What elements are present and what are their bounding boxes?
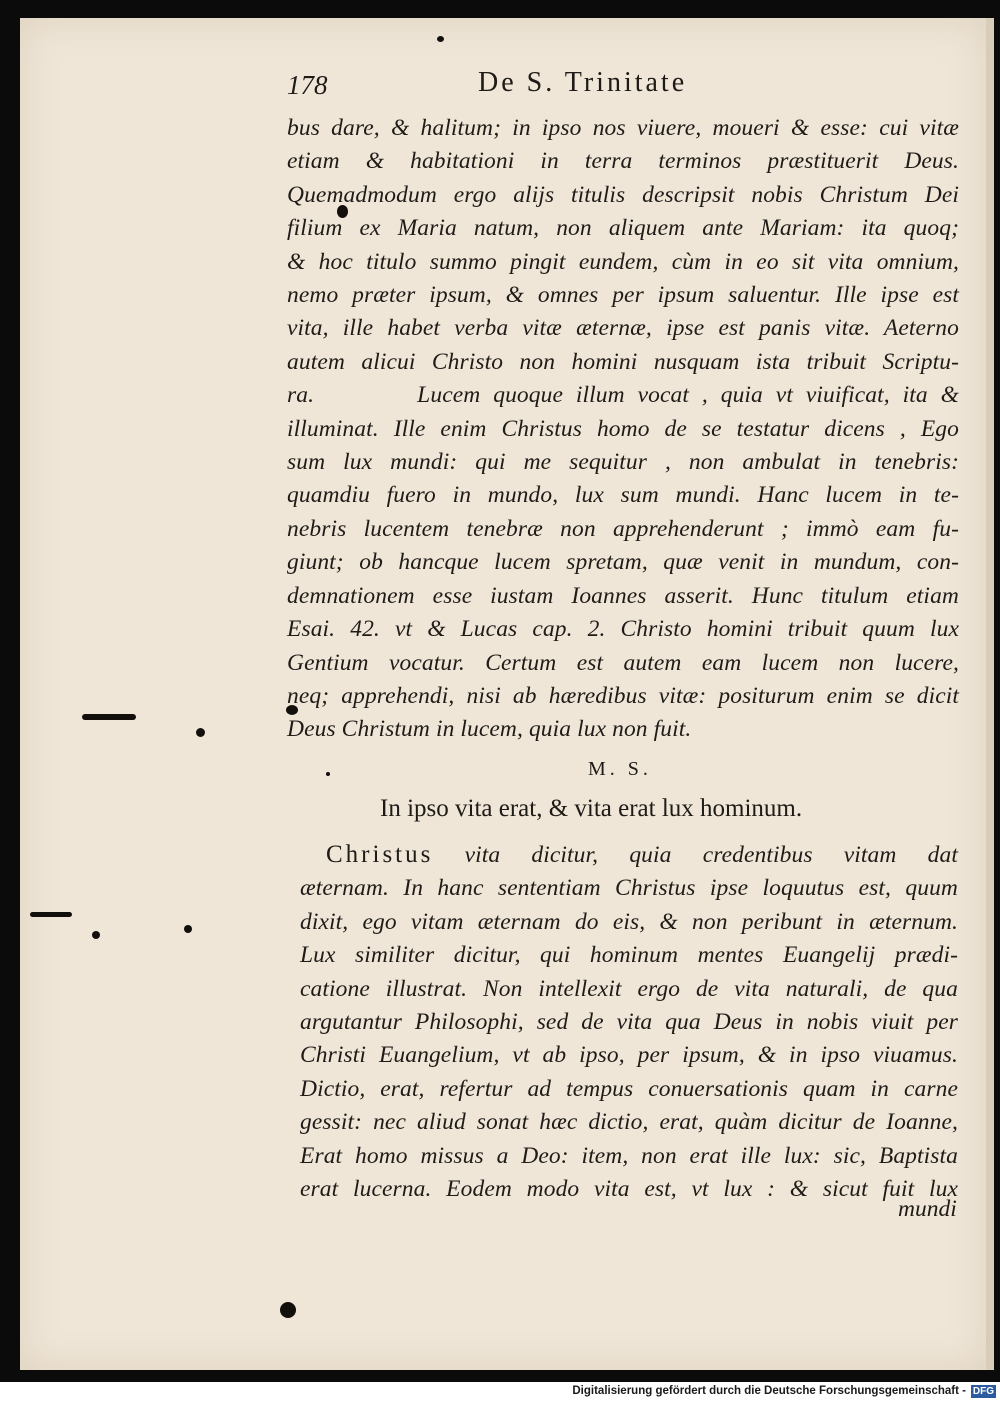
text-line: quamdiu fuero in mundo, lux sum mundi. Hanc lucem in te- (287, 482, 959, 509)
text-line: Deus Christum in lucem, quia lux non fuit. (287, 716, 692, 743)
text-line-lead (300, 838, 958, 872)
ink-mark (82, 714, 136, 720)
text-line: nemo præter ipsum, & omnes per ipsum saluentur. Ille ipse est (287, 282, 959, 309)
text-line: filium ex Maria natum, non aliquem ante Mariam: ita quoq; (287, 215, 959, 242)
text-line: sum lux mundi: qui me sequitur , non ambulat in tenebris: (287, 449, 959, 476)
text-line: argutantur Philosophi, sed de vita qua Deus in nobis viuit per (300, 1009, 958, 1036)
body-text-top (287, 112, 959, 747)
text-line: neq; apprehendi, nisi ab hæredibus vitæ: positurum enim se dicit (287, 682, 959, 709)
text-line: catione illustrat. Non intellexit ergo de vita naturali, de qua (300, 975, 958, 1002)
text-line: Christi Euangelium, vt ab ipso, per ipsum, & in ipso viuamus. (300, 1042, 958, 1069)
footer-credit: Digitalisierung gefördert durch die Deutsche Forschungsgemeinschaft - (572, 1385, 966, 1397)
text-line: Lux similiter dicitur, qui hominum mentes Euangelij prædi- (300, 942, 958, 969)
verse-heading: In ipso vita erat, & vita erat lux hominum. (380, 795, 803, 822)
text-line: illuminat. Ille enim Christus homo de se testatur dicens , Ego (287, 415, 959, 442)
text-line: gessit: nec aliud sonat hæc dictio, erat, quàm dicitur de Ioanne, (300, 1109, 958, 1136)
text-line: vita dicitur, quia credentibus vitam dat (464, 842, 958, 868)
ink-speck (437, 36, 444, 42)
text-line: Gentium vocatur. Certum est autem eam lucem non lucere, (287, 649, 959, 676)
text-line: nebris lucentem tenebræ non apprehenderunt ; immò eam fu- (287, 515, 959, 542)
text-line: Quemadmodum ergo alijs titulis descripsit nobis Christum Dei (287, 181, 959, 208)
ink-mark (30, 912, 72, 917)
text-line: giunt; ob hancque lucem spretam, quæ venit in mundum, con- (287, 549, 959, 576)
text-line: Dictio, erat, refertur ad tempus conuersationis quam in carne (300, 1075, 958, 1102)
text-line: vita, ille habet verba vitæ æternæ, ipse est panis vitæ. Aeterno (287, 315, 959, 342)
lead-word: Christus (326, 841, 434, 868)
text-line: bus dare, & halitum; in ipso nos viuere, moueri & esse: cui vitæ (287, 115, 959, 141)
text-line: etiam & habitationi in terra terminos præstituerit Deus. (287, 148, 959, 175)
text-line: dixit, ego vitam æternam do eis, & non peribunt in æternum. (300, 908, 958, 935)
text-line: Erat homo missus a Deo: item, non erat ille lux: sic, Baptista (300, 1142, 958, 1169)
ink-speck (92, 931, 100, 939)
text-line: erat lucerna. Eodem modo vita est, vt lux : & sicut fuit lux (300, 1176, 958, 1203)
ink-speck (184, 925, 192, 933)
body-text-bottom (300, 838, 958, 1206)
catchword: mundi (898, 1196, 957, 1222)
text-line: Esai. 42. vt & Lucas cap. 2. Christo homini tribuit quum lux (287, 616, 959, 643)
text-line: æternam. In hanc sententiam Christus ipse loquutus est, quum (300, 875, 958, 902)
text-line: ra. Lucem quoque illum vocat , quia vt viuificat, ita & (287, 382, 959, 409)
ink-speck (280, 1302, 296, 1318)
ink-speck (196, 728, 205, 737)
ink-speck (326, 772, 330, 776)
text-line: & hoc titulo summo pingit eundem, cùm in eo sit vita omnium, (287, 248, 959, 275)
page-edge (986, 18, 994, 1370)
dfg-logo: DFG (972, 1386, 994, 1397)
text-line: demnationem esse iustam Ioannes asserit. Hunc titulum etiam (287, 582, 959, 609)
section-marker: M. S. (588, 758, 652, 780)
page-number: 178 (287, 70, 328, 100)
running-title: De S. Trinitate (478, 67, 688, 98)
text-line: autem alicui Christo non homini nusquam ista tribuit Scriptu- (287, 348, 959, 375)
